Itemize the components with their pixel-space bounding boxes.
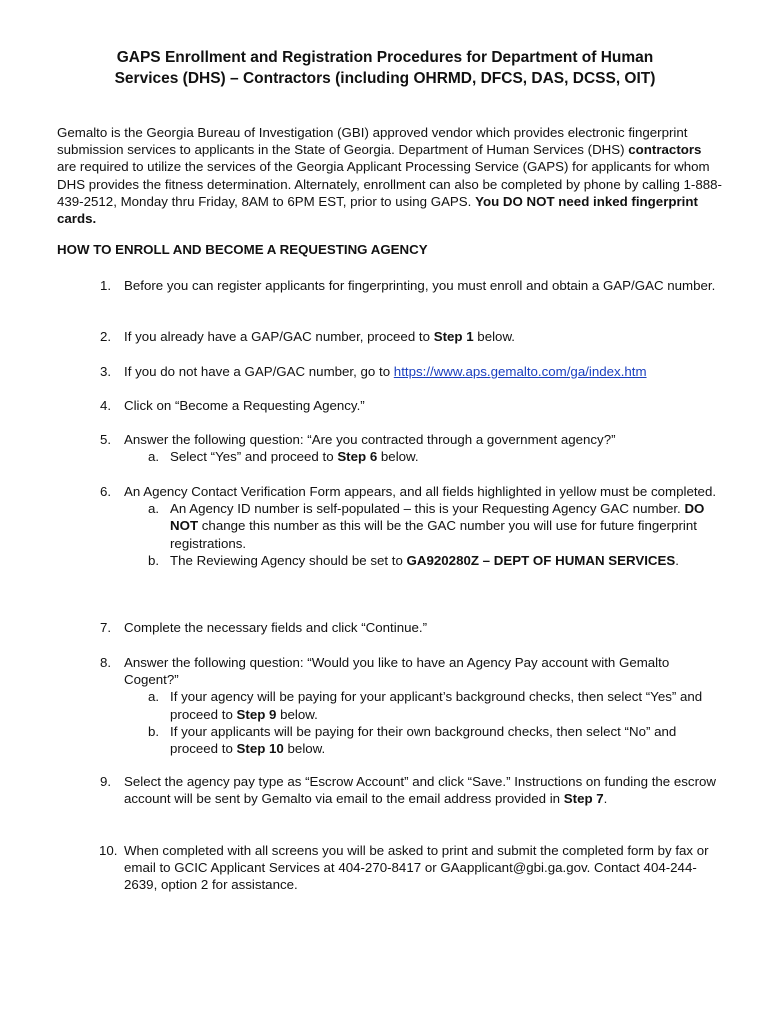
step-bold-ref: Step 1 [433,329,474,344]
substep-text-pre: If your applicants will be paying for their own background checks, then select “No” and proceed to [170,723,677,757]
step-number: 6. [100,484,112,499]
substep-text-pre: The Reviewing Agency should be set to [170,552,407,568]
step-bold-ref: Step 7 [563,791,604,807]
substep-label: a. [148,449,160,465]
intro-bold-contractors: contractors [628,142,702,158]
substep-bold-do-not: DO NOT [170,501,705,534]
substep-label: a. [148,689,160,705]
step-item-3 [100,363,725,380]
step-text: Click on “Become a Requesting Agency.” [124,398,365,413]
substep-bold-ref: Step 9 [236,706,277,722]
step-text [124,328,725,345]
substep-label: b. [148,723,160,739]
step-number: 5. [100,432,112,447]
substep-a [148,448,725,465]
substep-a [148,500,725,552]
step-item-5 [100,431,725,465]
step-item-10 [100,842,725,894]
step-number: 4. [100,398,112,413]
intro-text-1: Gemalto is the Georgia Bureau of Investigation (GBI) approved vendor which provides electronic fingerprint submission services to applicants in the State of Georgia. Department of Human Services (DHS) [57,125,688,158]
step-item-7 [100,619,725,636]
step-item-2 [100,328,725,345]
substep-bold-ref: Step 6 [337,449,378,465]
intro-bold-no-ink: You DO NOT need inked fingerprint cards. [57,193,698,227]
substep-text-post: below. [276,706,318,722]
section-heading: HOW TO ENROLL AND BECOME A REQUESTING AGENCY [57,242,428,257]
step-number: 10. [99,843,118,858]
gemalto-enroll-link[interactable]: https://www.aps.gemalto.com/ga/index.htm [393,364,647,379]
step-number: 3. [100,364,112,379]
step-text [124,773,725,807]
step-text-pre: Select the agency pay type as “Escrow Account” and click “Save.” Instructions on funding the escrow account will be sent by Gemalto via email to the email address provided in [124,774,717,807]
step-text: An Agency Contact Verification Form appears, and all fields highlighted in yellow must be completed. [124,484,717,499]
step-item-6 [100,483,725,569]
substep-text-pre: Select “Yes” and proceed to [170,449,338,465]
substep-label: b. [148,552,160,568]
substep-text-pre: If your agency will be paying for your applicant’s background checks, then select “Yes” and proceed to [170,689,703,722]
step-item-4 [100,397,725,414]
substep-b [148,552,725,569]
page-title [60,47,710,89]
intro-paragraph [57,124,722,227]
intro-text-2: are required to utilize the services of the Georgia Applicant Processing Service (GAPS) for applicants for whom DHS provides the fitness determination. Alternately, enrollment can also be completed by phone by calling 1-888-439-2512, Monday thru Friday, 8AM to 6PM EST, prior to using GAPS. [57,159,722,209]
substep-text-pre: An Agency ID number is self-populated – this is your Requesting Agency GAC number. [170,501,685,517]
step-text: When completed with all screens you will be asked to print and submit the completed form by fax or email to GCIC Applicant Services at 404-270-8417 or GAapplicant@gbi.ga.gov. Contact 404-244-2639, option 2 for assistance. [124,843,709,893]
step-number: 2. [100,329,112,344]
step-number: 7. [100,620,112,635]
substep-a [148,688,725,722]
step-item-9 [100,773,725,807]
substep-bold-agency: GA920280Z – DEPT OF HUMAN SERVICES [406,552,676,568]
step-text [124,363,725,380]
step-text-pre: If you do not have a GAP/GAC number, go to [124,364,394,379]
step-item-1 [100,277,725,294]
substep-text-post: change this number as this will be the GAC number you will use for future fingerprint registrations. [170,518,697,551]
substep-b [148,723,725,757]
step-text-post: . [603,791,608,807]
step-text: Answer the following question: “Would you like to have an Agency Pay account with Gemalto Cogent?” [124,655,670,688]
title-line-1: GAPS Enrollment and Registration Procedures for Department of Human [116,49,654,66]
substep-label: a. [148,501,160,517]
step-item-8 [100,654,725,757]
substep-text-post: . [675,552,679,568]
substep-text-post: below. [283,741,326,757]
step-text-pre: If you already have a GAP/GAC number, proceed to [124,329,434,344]
substep-bold-ref: Step 10 [236,741,284,757]
step-number: 8. [100,655,112,670]
step-text: Before you can register applicants for fingerprinting, you must enroll and obtain a GAP/GAC number. [124,278,716,293]
step-text: Complete the necessary fields and click “Continue.” [124,620,428,635]
substep-text-post: below. [377,449,419,465]
step-text: Answer the following question: “Are you contracted through a government agency?” [124,432,616,447]
title-line-2: Services (DHS) – Contractors (including OHRMD, DFCS, DAS, DCSS, OIT) [114,70,656,87]
step-text-post: below. [473,329,516,344]
step-number: 1. [100,278,112,293]
step-number: 9. [100,774,112,789]
